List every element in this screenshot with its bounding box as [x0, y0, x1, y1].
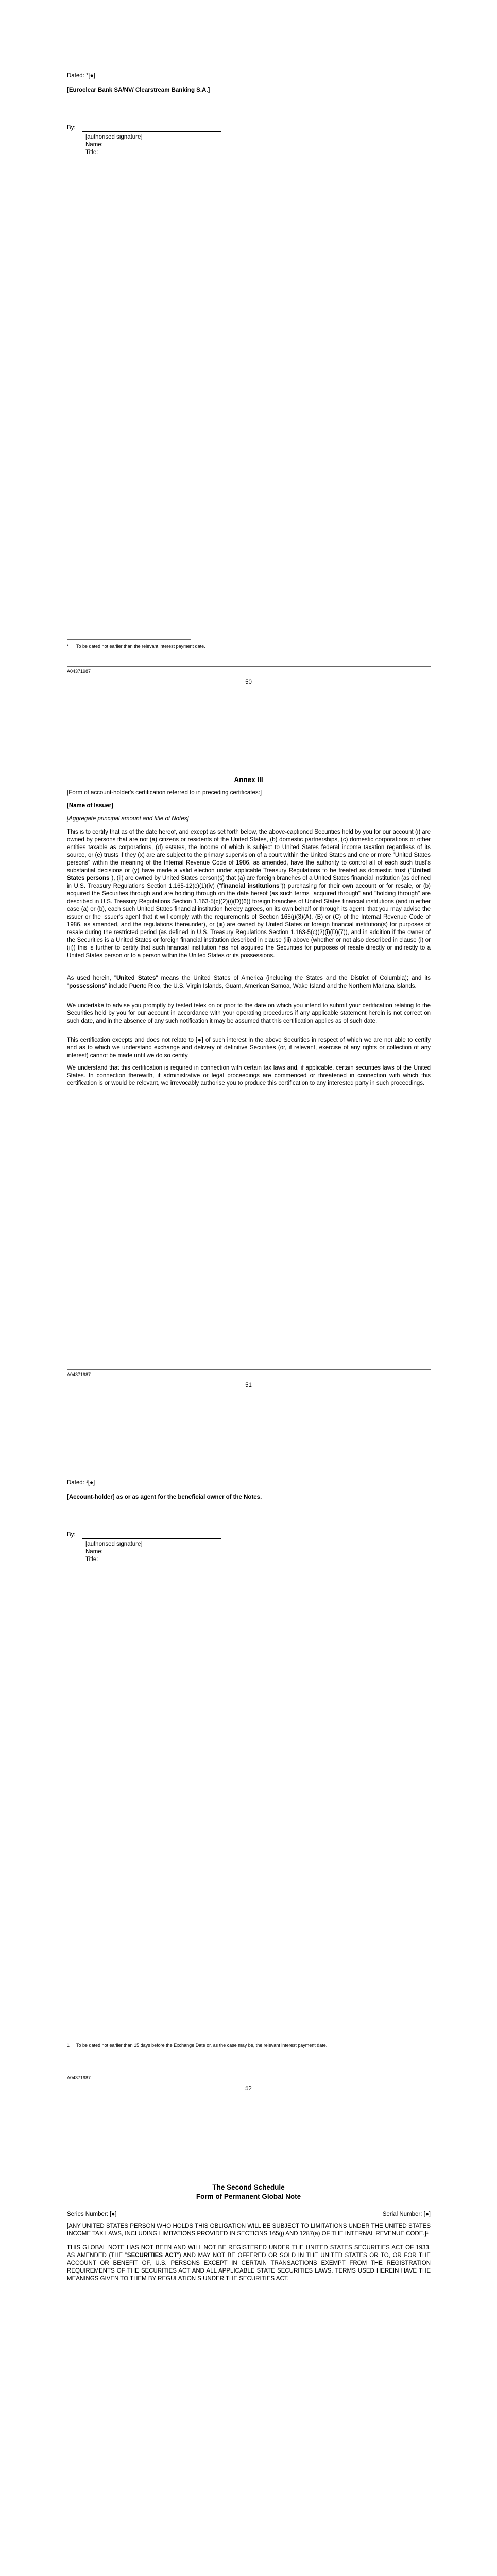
footnote-mark: 1 — [67, 2043, 70, 2048]
exception-paragraph: This certification excepts and does not relate to [●] of such interest in the above Securities in respect of which we are not able to certify and as to which we understand exchange and delivery of definitive Securities (or, if relevant, exercise of any rights or collection of any interest) cannot be made until we do so certify. — [67, 1037, 431, 1059]
defined-term-securities-act: SECURITIES ACT — [127, 2252, 177, 2259]
defined-term-united-states: United States — [116, 975, 156, 981]
signature-label: [authorised signature] — [85, 1541, 143, 1547]
legend2-text-c: ") AND MAY NOT BE OFFERED OR SOLD IN THE UNITED STATES OR TO, OR FOR THE ACCOUNT OR BENEFIT OF, U.S. PERSONS EXCEPT IN CERTAIN TRANSACTIONS EXEMPT FROM THE REGISTRATION REQUIREMENTS OF THE SECURITIES ACT AND ALL APPLICABLE STATE SECURITIES LAWS. TERMS USED HEREIN HAVE THE MEANINGS GIVEN TO THEM BY REGULATION S UNDER THE SECURITIES ACT. — [67, 2252, 431, 2282]
undertaking-paragraph: We undertake to advise you promptly by tested telex on or prior to the date on which you intend to submit your certification relating to the Securities held by you for our account in accordance with your operating procedures if any applicable statement herein is not correct on such date, and in the absence of any such notification it may be assumed that this certification applies as of such date. — [67, 1003, 431, 1024]
securities-legend — [67, 2244, 431, 2283]
definitions-paragraph — [67, 975, 431, 990]
signature-line — [82, 131, 221, 132]
name-label: Name: — [85, 1549, 103, 1555]
para2-text-a: As used herein, " — [67, 975, 116, 981]
defined-term-financial-institutions: financial institutions — [221, 883, 280, 889]
dated-line: Dated: ¹[●] — [67, 1480, 95, 1486]
tax-legend: [ANY UNITED STATES PERSON WHO HOLDS THIS OBLIGATION WILL BE SUBJECT TO LIMITATIONS UNDER THE UNITED STATES INCOME TAX LAWS, INCLUDING LIMITATIONS PROVIDED IN SECTIONS 165(j) AND 1287(a) OF THE INTERNAL REVENUE CODE.]¹ — [67, 2223, 431, 2237]
serial-number: Serial Number: [●] — [382, 2211, 431, 2217]
document-ref: A04371987 — [67, 2075, 91, 2080]
page-53 — [0, 2110, 497, 2576]
signature-line — [82, 1538, 221, 1539]
page-number: 50 — [245, 679, 252, 685]
legend2-text-a: THIS GLOBAL NOTE HAS NOT BEEN AND WILL NOT BE REGISTERED UNDER THE UNITED STATES SECURITIES ACT OF 1933, AS AMENDED (THE " — [67, 2245, 431, 2259]
signer-name: [Euroclear Bank SA/NV/ Clearstream Banking S.A.] — [67, 87, 210, 93]
para1-text-c: "), (ii) are owned by United States person(s) that (a) are foreign branches of a United States financial institution (as defined in U.S. Treasury Regulations Section 1.165-12(c)(1)(iv) (" — [67, 875, 431, 889]
para1-text-e: ")) purchasing for their own account or for resale, or (b) acquired the Securities through and are holding through on the date hereof (as such terms "acquired through" and "holding through" are described in U.S. Treasury Regulations Section 1.163-5(c)(2)(i)(D)(6)) foreign branches of United States financial institutions (and in either case (a) or (b), each such United States financial institution hereby agrees, on its own behalf or through its agent, that you may advise the issuer or the issuer's agent that it will comply with the requirements of Section 165(j)(3)(A), (B) or (C) of the Internal Revenue Code of 1986, as amended, and the regulations thereunder), or (iii) are owned by United States or foreign financial institution(s) for purposes of resale during the restricted period (as defined in U.S. Treasury Regulations Section 1.163-5(c)(2)(i)(D)(7)), and in addition if the owner of the Securities is a United States or foreign financial institution described in clause (iii) above (whether or not also described in clause (i) or (ii)) this is further to certify that such financial institution has not acquired the Securities for purposes of resale directly or indirectly to a United States person or to a person within the United States or its possessions. — [67, 883, 431, 959]
series-number: Series Number: [●] — [67, 2211, 117, 2217]
signer-name: [Account-holder] as or as agent for the beneficial owner of the Notes. — [67, 1494, 262, 1500]
footnote — [67, 643, 431, 649]
name-label: Name: — [85, 142, 103, 148]
para1-text-a: This is to certify that as of the date hereof, and except as set forth below, the above-captioned Securities held by you for our account (i) are owned by persons that are not (a) citizens or residents of the United States, (b) domestic partnerships, (c) domestic corporations or other entities taxable as corporations, (d) estates, the income of which is subject to United States federal income taxation regardless of its source, or (e) trusts if they (x) are are subject to the primary supervision of a court within the United States and one or more "United States persons" within the meaning of the Internal Revenue Code of 1986, as amended, have the authority to control all of each such trust's substantial decisions or (y) have made a valid election under applicable Treasury Regulations to be treated as domestic trust (" — [67, 829, 431, 874]
signature-label: [authorised signature] — [85, 134, 143, 140]
dated-line: Dated: *[●] — [67, 73, 95, 79]
defined-term-us-persons: United States persons — [67, 868, 431, 882]
authorisation-paragraph: We understand that this certification is required in connection with certain tax laws and, if applicable, certain securities laws of the United States. In connection therewith, if administrative or legal proceedings are commenced or threatened in connection with which this certification is or would be relevant, we irrevocably authorise you to produce this certification to any interested party in such proceedings. — [67, 1065, 431, 1087]
by-label: By: — [67, 1532, 76, 1538]
footnote — [67, 2042, 431, 2048]
footnote-text: To be dated not earlier than 15 days before the Exchange Date or, as the case may be, the relevant interest payment date. — [76, 2043, 328, 2048]
footnote-rule — [67, 639, 191, 640]
form-intro: [Form of account-holder's certification referred to in preceding certificates:] — [67, 790, 262, 796]
footnote-mark: * — [67, 643, 69, 649]
defined-term-possessions: possessions — [69, 983, 105, 989]
footer-rule — [67, 1369, 431, 1370]
document-ref: A04371987 — [67, 669, 91, 674]
by-label: By: — [67, 125, 76, 131]
document-ref: A04371987 — [67, 1372, 91, 1377]
title-label: Title: — [85, 1556, 98, 1563]
schedule-heading: The Second Schedule — [212, 2183, 285, 2191]
issuer-name: [Name of Issuer] — [67, 803, 114, 809]
para2-text-c: " means the United States of America (including the States and the District of Columbia); and its " — [67, 975, 431, 989]
page-number: 52 — [245, 2086, 252, 2092]
para2-text-e: " include Puerto Rico, the U.S. Virgin Islands, Guam, American Samoa, Wake Island and the Northern Mariana Islands. — [105, 983, 417, 989]
annex-heading: Annex III — [234, 776, 263, 784]
page-52 — [0, 1406, 497, 2110]
certification-paragraph — [67, 828, 431, 960]
page-51 — [0, 703, 497, 1406]
page-50 — [0, 0, 497, 703]
footnote-text: To be dated not earlier than the relevant interest payment date. — [76, 643, 205, 649]
notes-amount: [Aggregate principal amount and title of Notes] — [67, 816, 189, 822]
schedule-subheading: Form of Permanent Global Note — [196, 2193, 301, 2200]
title-label: Title: — [85, 149, 98, 156]
page-number: 51 — [245, 1382, 252, 1388]
footer-rule — [67, 666, 431, 667]
